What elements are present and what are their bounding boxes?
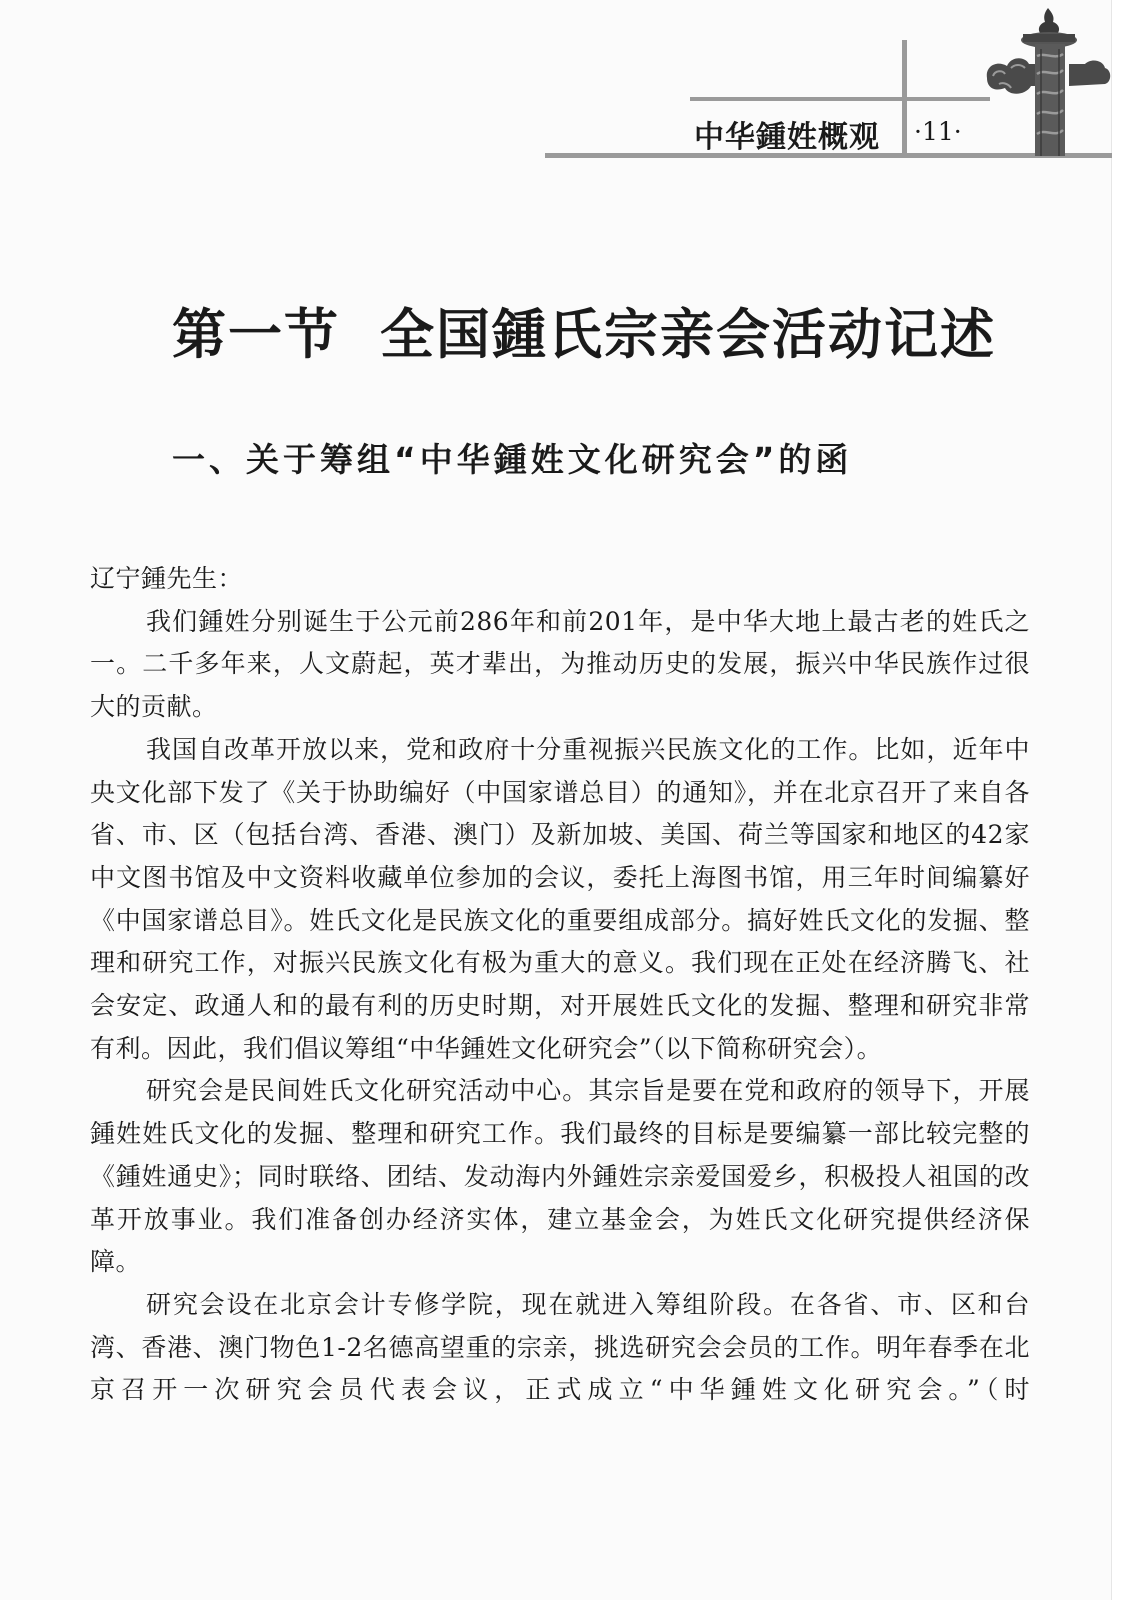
paragraph-2: 我国自改革开放以来，党和政府十分重视振兴民族文化的工作。比如，近年中央文化部下发了《关于协助编好（中国家谱总目）的通知》，并在北京召开了来自各省、市、区（包括台湾、香港、澳门）及新加坡、美国、荷兰等国家和地区的42家中文图书馆及中文资料收藏单位参加的会议，委托上海图书馆，用三年时间编纂好《中国家谱总目》。姓氏文化是民族文化的重要组成部分。搞好姓氏文化的发掘、整理和研究工作，对振兴民族文化有极为重大的意义。我们现在正处在经济腾飞、社会安定、政通人和的最有利的历史时期，对开展姓氏文化的发掘、整理和研究非常有利。因此，我们倡议筹组“中华鍾姓文化研究会”（以下简称研究会）。 — [90, 734, 1030, 1063]
header-top-rule — [690, 97, 990, 101]
section-heading — [172, 292, 996, 369]
letter-body — [90, 558, 1030, 1412]
page-number: ·11· — [914, 117, 962, 146]
huabiao-pillar-icon — [985, 4, 1112, 156]
subsection-heading: 一、关于筹组“中华鍾姓文化研究会”的函 — [172, 440, 853, 479]
section-title: 全国鍾氏宗亲会活动记述 — [380, 302, 996, 366]
paragraph-1: 我们鍾姓分别诞生于公元前286年和前201年，是中华大地上最古老的姓氏之一。二千多年来，人文蔚起，英才辈出，为推动历史的发展，振兴中华民族作过很大的贡献。 — [90, 606, 1030, 722]
paragraph-3: 研究会是民间姓氏文化研究活动中心。其宗旨是要在党和政府的领导下，开展鍾姓姓氏文化的发掘、整理和研究工作。我们最终的目标是要编纂一部比较完整的《鍾姓通史》；同时联络、团结、发动海内外鍾姓宗亲爱国爱乡，积极投人祖国的改革开放事业。我们准备创办经济实体，建立基金会，为姓氏文化研究提供经济保障。 — [90, 1076, 1030, 1277]
scan-margin — [1112, 0, 1135, 1600]
letter-greeting: 辽宁鍾先生： — [90, 564, 244, 593]
paragraph-4: 研究会设在北京会计专修学院，现在就进入筹组阶段。在各省、市、区和台湾、香港、澳门物色1-2名德高望重的宗亲，挑选研究会会员的工作。明年春季在北京召开一次研究会员代表会议，正式成立“中华鍾姓文化研究会。”（时 — [90, 1289, 1030, 1405]
section-number: 第一节 — [172, 302, 340, 366]
running-title: 中华鍾姓概观 — [694, 120, 880, 155]
